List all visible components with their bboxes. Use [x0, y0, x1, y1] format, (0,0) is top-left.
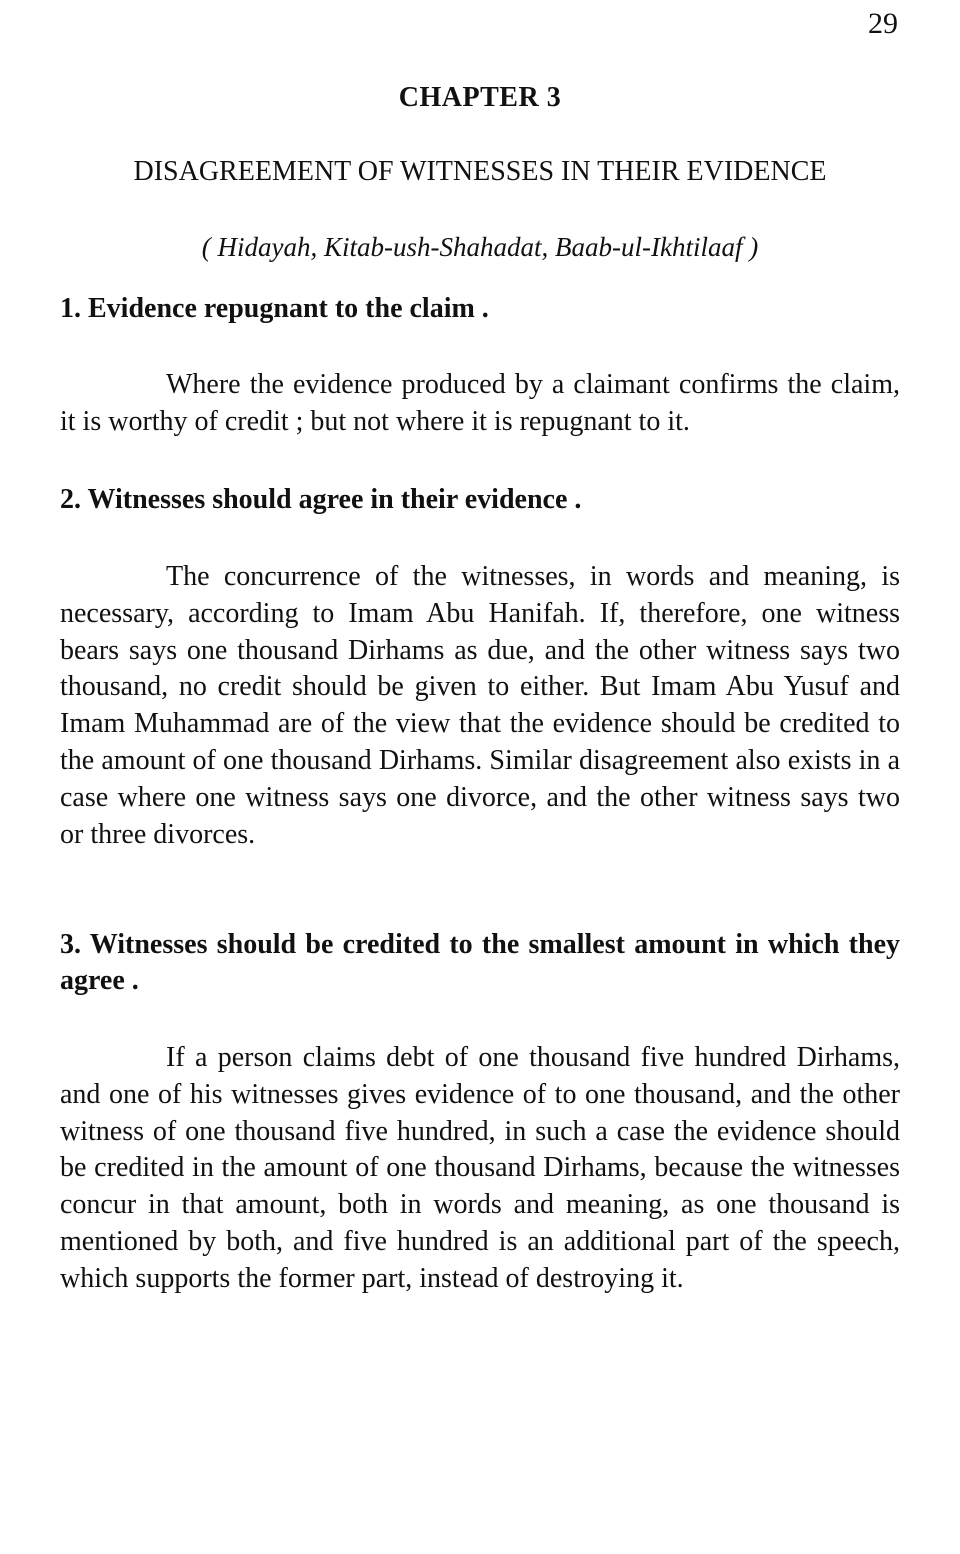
section-heading-2: 2. Witnesses should agree in their evidence .	[60, 484, 582, 515]
section-heading-1: 1. Evidence repugnant to the claim .	[60, 293, 489, 324]
source-citation: ( Hidayah, Kitab-ush-Shahadat, Baab-ul-Ikhtilaaf )	[201, 232, 759, 262]
page-number: 29	[868, 7, 898, 40]
chapter-title: DISAGREEMENT OF WITNESSES IN THEIR EVIDENCE	[133, 156, 827, 187]
chapter-label: CHAPTER 3	[398, 82, 562, 113]
section-paragraph-3: If a person claims debt of one thousand five hundred Dirhams, and one of his witnesses gives evidence of to one thousand, and the other witness of one thousand five hundred, in such a case the evidence should be credited in the amount of one thousand Dirhams, because the witnesses concur in that amount, both in words and meaning, as one thousand is mentioned by both, and five hundred is an additional part of the speech, which supports the former part, instead of destroying it.	[60, 1042, 900, 1294]
section-paragraph-1: Where the evidence produced by a claimant confirms the claim, it is worthy of credit ; but not where it is repugnant to it.	[60, 369, 900, 437]
section-heading-3: 3. Witnesses should be credited to the smallest amount in which they agree .	[60, 929, 900, 996]
section-paragraph-2: The concurrence of the witnesses, in words and meaning, is necessary, according to Imam Abu Hanifah. If, therefore, one witness bears says one thousand Dirhams as due, and the other witness says two thousand, no credit should be given to either. But Imam Abu Yusuf and Imam Muhammad are of the view that the evidence should be credited to the amount of one thousand Dirhams. Similar disagreement also exists in a case where one witness says one divorce, and the other witness says two or three divorces.	[60, 561, 900, 850]
